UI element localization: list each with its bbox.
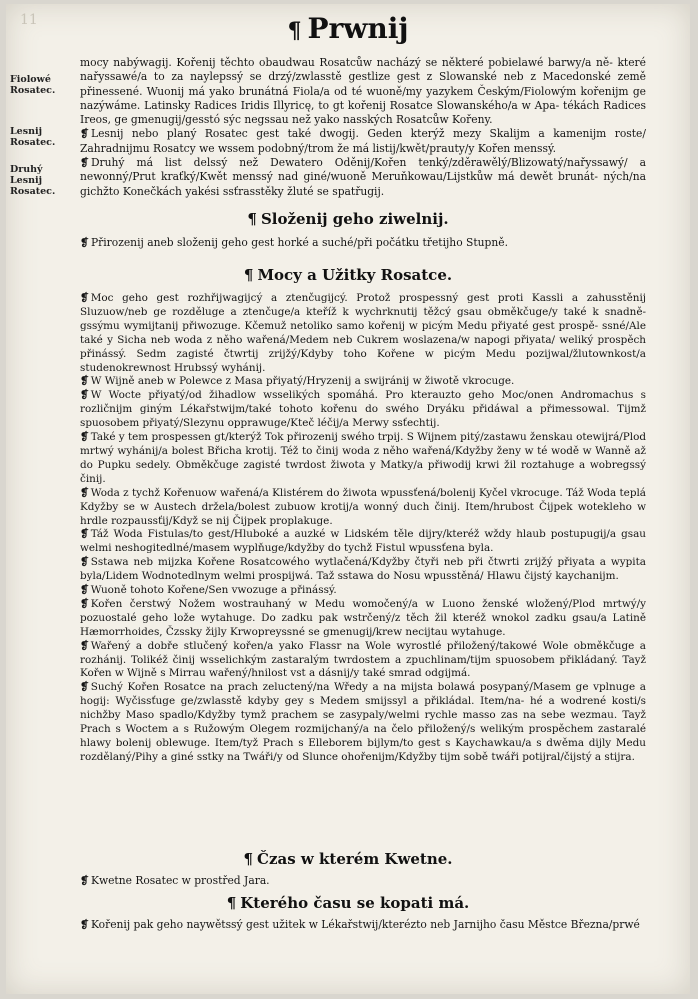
pilcrow-icon: ❡ <box>80 528 89 541</box>
paragraph: ❡ Sstawa neb mijzka Kořene Rosatcowého wytlačená/Kdyžby čtyři neb při čtwrti zrijžý přiyata a wypita byla/Lidem Wodnotedlnym welmi prospijwá. Taž sstawa do Nosu wpusstěná/ Hlawu čijstý kaychanijm. <box>80 556 646 583</box>
margin-note: Druhý Lesnij Rosatec. <box>10 164 56 197</box>
paragraph: ❡ Suchý Kořen Rosatce na prach zeluctený/na Wředy a na mijsta bolawá posypaný/Masem ge vplnuge a hogij: Wyčissťuge ge/zwlasstě kdyby gey s Medem smijssyl a přikládal. Item/na- hé a wodrené kosti/s nichžby Maso spadlo/Kdyžby tymž prachem se zasypaly/welmi rychle masso zas na sebe wezmau. Tayž Prach s Woctem a s Ružowým Olegem rozmijchaný/a na čelo přiložený/s welikým prospěchem zastaralé hlawy bolenij oblewuge. Item/tyž Prach s Elleborem bijlym/to gest s Kaychawkau/a s dwěma dijly Medu rozdělaný/Pihy a giné sstky na Twáři/y od Slunce ohořenijm/Kdyžby tijm sobě twáři potijral/čijstý a stijra. <box>80 681 646 763</box>
heading-mark-icon: ¶ <box>226 894 237 912</box>
paragraph: ❡ Kořen čerstwý Nožem wostrauhaný w Medu womočený/a w Luono ženské wložený/Plod mrtwý/y pozuostalé geho lože wytahuge. Do zadku pak wstrčený/z těch žil kteréž wnokol zadku gsau/a Latině Hæmorrhoides, Čzssky žijly Krwopreyssné se gmenugij/krew necijtau wytahuge. <box>80 597 646 638</box>
pilcrow-icon: ❡ <box>80 375 89 388</box>
pilcrow-icon: ❡ <box>80 918 89 931</box>
margin-note: Lesnij Rosatec. <box>10 126 56 148</box>
section-heading: ¶ Mocy a Užitky Rosatce. <box>243 266 453 284</box>
pilcrow-icon: ❡ <box>80 584 89 597</box>
section-composition <box>80 236 646 250</box>
section-harvest <box>80 918 646 932</box>
section-heading: ¶ Kterého času se kopati má. <box>226 894 470 912</box>
pilcrow-icon: ❡ <box>80 156 89 170</box>
section-uses <box>80 292 646 765</box>
paragraph: ❡ W Wijně aneb w Polewce z Masa přiyatý/Hryzenij a swijránij w žiwotě vkrocuge. <box>80 375 515 388</box>
pilcrow-icon: ❡ <box>80 127 89 141</box>
paragraph: ❡ Přirozenij aneb složenij geho gest horké a suché/při počátku třetijho Stupně. <box>80 236 508 249</box>
page-title-text: Prwnij <box>307 12 409 45</box>
pilcrow-icon: ❡ <box>80 597 89 610</box>
pilcrow-icon: ❡ <box>80 486 89 499</box>
page-title <box>6 12 690 45</box>
heading-mark-icon: ¶ <box>243 850 254 868</box>
section-flowering <box>80 874 646 888</box>
pilcrow-icon: ❡ <box>80 556 89 569</box>
pilcrow-icon: ❡ <box>80 292 89 304</box>
paragraph: ❡ Wuoně tohoto Kořene/Sen vwozuge a přinássý. <box>80 584 337 597</box>
heading-mark-icon: ¶ <box>287 18 302 44</box>
paragraph: ❡ Lesnij nebo planý Rosatec gest také dwogij. Geden kterýž mezy Skalijm a kamenijm roste/ Zahradnijmu Rosatcy we wssem podobný/trom že má listij/kwět/prauty/y Kořen menssý. <box>80 127 646 155</box>
paragraph: ❡ Woda z tychž Kořenuow wařená/a Klistérem do žiwota wpussťená/bolenij Kyčel vkrocuge. Táž Woda teplá Kdyžby se w Austech držela/bolest zubuow krotij/a wonný duch činij. Item/hrubost Čijpek wotekleho w hrdle rozpaussťij/Když se nij Čijpek proplakuge. <box>80 486 646 527</box>
paragraph: ❡ Wařený a dobře stlučený kořen/a yako Flassr na Wole wyrostlé přiložený/takowé Wole obměkčuge a rozhánij. Tolikéž činij wsselichkým zastaralým twrdostem a zpuchlinam/tijm spuosobem přikládaný. Tayž Kořen w Wijně s Mirrau wařený/hnilost vst a dásnij/y také smrad odgijmá. <box>80 639 646 680</box>
heading-mark-icon: ¶ <box>247 210 257 228</box>
pilcrow-icon: ❡ <box>80 431 89 444</box>
paragraph: ❡ W Wocte přiyatý/od žihadlow wsselikých spomáhá. Pro kterauzto geho Moc/onen Andromachus s rozličnijm giným Lékařstwijm/také tohoto kořenu do swého Dryáku přidáwal a přimessowal. Tijmž spuosobem přiyatý/Slezynu opprawuge/Kteč léčij/a Merwy ssťechtij. <box>80 389 646 430</box>
margin-note: Fiolowé Rosatec. <box>10 74 56 96</box>
pilcrow-icon: ❡ <box>80 681 89 694</box>
section-heading: ¶ Čzas w kterém Kwetne. <box>243 850 453 868</box>
pilcrow-icon: ❡ <box>80 639 89 652</box>
paragraph: ❡ Táž Woda Fistulas/to gest/Hluboké a auzké w Lidském těle dijry/kteréž wždy hlaub postupugij/a gsau welmi neshogitedlné/masem wyplňuge/kdyžby do tychž Fistul wpussťena byla. <box>80 528 646 555</box>
pilcrow-icon: ❡ <box>80 236 89 249</box>
paragraph: ❡ Také y tem prospessen gt/kterýž Tok přirozenij swého trpij. S Wijnem pitý/zastawu ženskau otewijrá/Plod mrtwý wyhánij/a bolest Břicha krotij. Též to činij woda z něho wařená/Kdyžby ženy w té wodě w Wanně až do Pupku sedely. Obměkčuge zagisté twrdost žiwota y Matky/a přiwodij krwi žil roztahuge a wobregssý činij. <box>80 431 646 485</box>
paragraph: ❡ Druhý má list delssý než Dewatero Oděnij/Kořen tenký/zděrawělý/Blizowatý/nařyssawý/ a newonný/Prut kraťký/Kwět menssý nad giné/wuoně Meruňkowau/Lijstkůw má dewět brunát- ných/na gichžto Konečkách yakési ssťrasstěky žluté se spatřugij. <box>80 156 646 198</box>
paragraph: mocy nabýwagij. Kořenij těchto obaudwau Rosatcůw nacházý se některé pobielawé barwy/a ně- které nařyssawé/a to za naylepssý se drzý/zwlasstě gestlize gest z Slowanské neb z Macedonské země přinessené. Wuonij má yako brunátná Fiola/a od té wuoně/my yazykem Českým/Fiolowým kořenijm ge nazýwáme. Latinsky Radices Iridis Illyricę, to gt kořenij Rosatce Slowanského/a w Apa- tékách Radices Ireos, ge gmenugij/gesstó sýc negssau než yako nasských Rosatcůw Kořeny. <box>80 56 646 127</box>
section-heading: ¶ Složenij geho ziwelnij. <box>247 210 449 228</box>
paragraph: ❡ Kořenij pak geho naywětssý gest užitek w Lékařstwij/kterézto neb Jarnijho času Městce Března/prwé <box>80 918 640 931</box>
paragraph: ❡ Moc geho gest rozhřijwagijcý a ztenčugijcý. Protož prospessný gest proti Kassli a zahusstěnij Sluzuow/neb ge rozděluge a ztenčuge/a kteříž k wychrknutij těžcý gsau obměkčuge/y také k snadně- gssýmu wymijtanij přiwozuge. Kčemuž netoliko samo kořenij w picým Medu přiyaté gest prospě- ssné/Ale také y Sicha neb woda z něho wařená/Medem neb Cukrem woslazena/w napogi přiyata/ weliký prospěch přinássý. Sedm zagisté čtwrtij zrijžý/Kdyby toho Kořene w picým Medu pozijwal/žlutownkost/a studenokrewnost Hrubssý wyhánij. <box>80 292 646 374</box>
pilcrow-icon: ❡ <box>80 389 89 402</box>
heading-mark-icon: ¶ <box>243 266 254 284</box>
pilcrow-icon: ❡ <box>80 874 89 887</box>
page-sheet <box>6 4 690 994</box>
page-number: 11 <box>20 12 38 28</box>
section-intro <box>80 56 646 199</box>
paragraph: ❡ Kwetne Rosatec w prostřed Jara. <box>80 874 270 887</box>
